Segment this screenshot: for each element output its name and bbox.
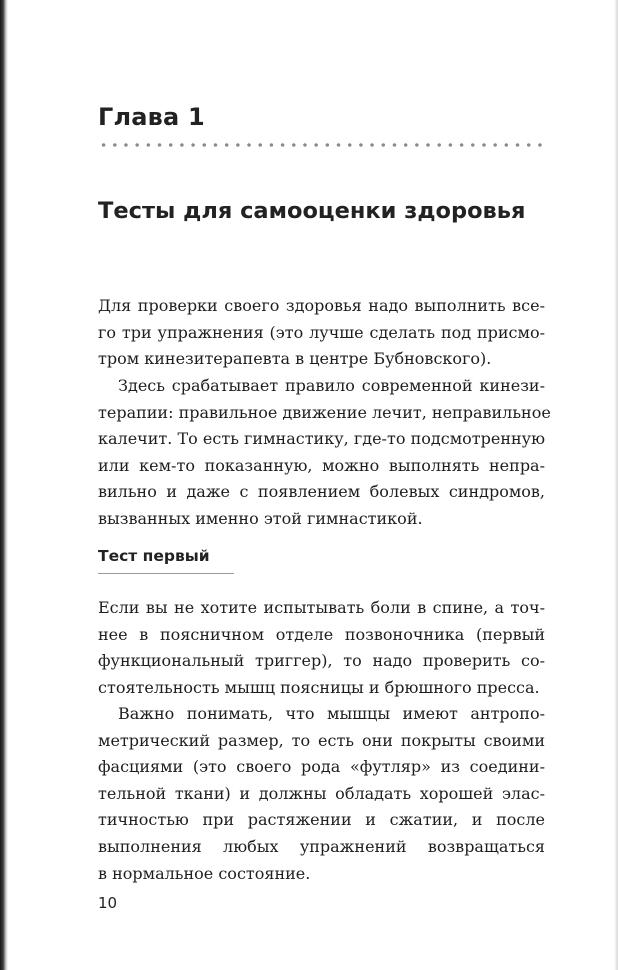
text-line: го три упражнения (это лучше сделать под присмо-	[98, 322, 545, 342]
dotted-divider	[98, 143, 546, 147]
text-line: в нормальное состояние.	[98, 863, 311, 883]
page-right-edge	[614, 0, 618, 970]
text-line: стоятельность мышц поясницы и брюшного пресса.	[98, 677, 540, 697]
text-line: тичностью при растяжении и сжатии, и после	[98, 810, 545, 830]
intro-paragraph-2	[98, 373, 551, 533]
text-line: функциональный триггер), то надо проверить со-	[98, 651, 545, 671]
chapter-title: Тесты для самооценки здоровья	[98, 198, 526, 224]
section-heading: Тест первый	[98, 547, 210, 565]
text-line: метрический размер, то есть они покрыты своими	[98, 730, 545, 750]
text-line: или кем-то показанную, можно выполнять непра-	[98, 455, 545, 475]
text-line: вильно и даже с появлением болевых синдромов,	[98, 482, 545, 502]
text-line: терапии: правильное движение лечит, неправильное	[98, 402, 551, 422]
text-line: Важно понимать, что мышцы имеют антропо-	[118, 704, 545, 723]
section-paragraph-2	[98, 701, 545, 887]
text-line: фасциями (это своего рода «футляр» из соедини-	[98, 757, 545, 777]
text-line: нее в поясничном отделе позвоночника (первый	[98, 624, 545, 644]
page-binding-edge	[0, 0, 8, 970]
section-underline	[98, 573, 234, 574]
page-number: 10	[98, 894, 118, 912]
text-line: вызванных именно этой гимнастикой.	[98, 508, 423, 528]
text-line: калечит. То есть гимнастику, где-то подсмотренную	[98, 429, 545, 449]
text-line: Для проверки своего здоровья надо выполнить все-	[98, 296, 545, 315]
text-line: Здесь срабатывает правило современной кинези-	[118, 376, 545, 395]
chapter-label: Глава 1	[98, 103, 205, 131]
section-paragraph-1	[98, 595, 545, 701]
text-line: выполнения любых упражнений возвращаться	[98, 836, 545, 856]
text-line: тром кинезитерапевта в центре Бубновского).	[98, 349, 492, 369]
text-line: Если вы не хотите испытывать боли в спине, а точ-	[98, 598, 545, 617]
intro-paragraph-1	[98, 293, 545, 373]
text-line: тельной ткани) и должны обладать хорошей элас-	[98, 783, 545, 803]
